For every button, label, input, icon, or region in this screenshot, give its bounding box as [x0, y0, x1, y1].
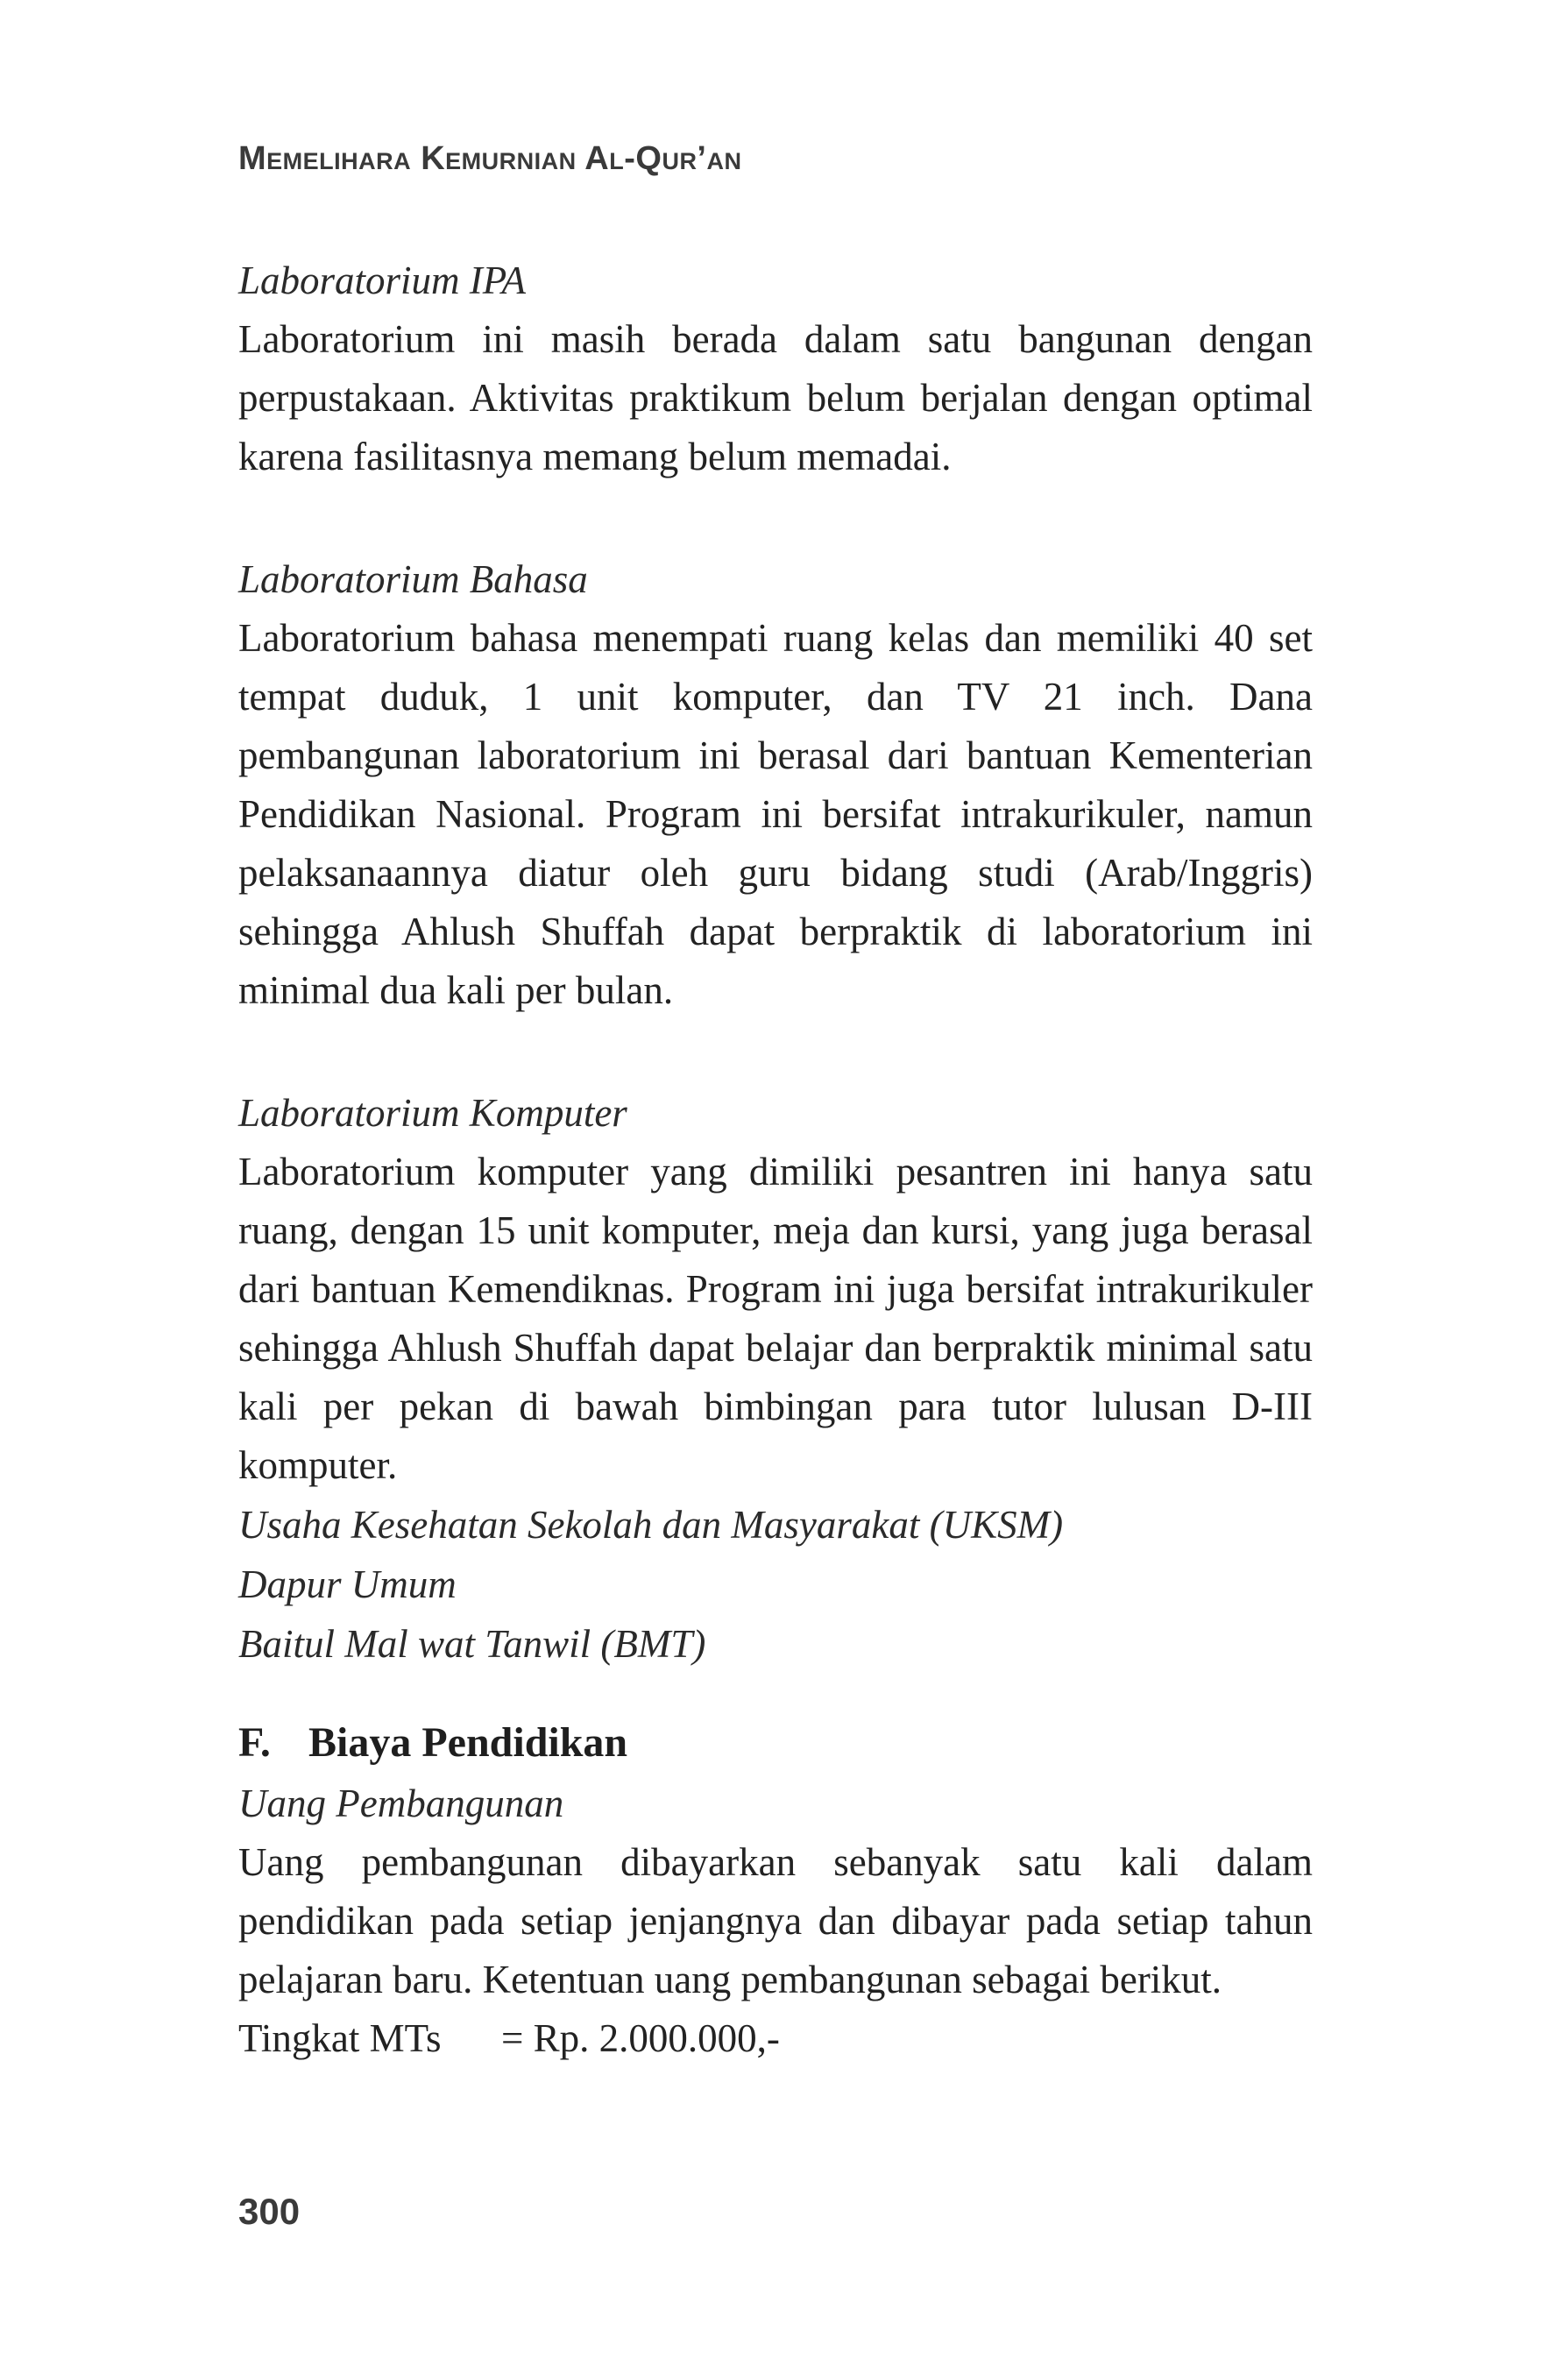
subheading-lab-bahasa: Laboratorium Bahasa — [238, 557, 588, 601]
subheading-bmt: Baitul Mal wat Tanwil (BMT) — [238, 1622, 706, 1666]
spacer — [238, 1674, 1313, 1712]
page-number: 300 — [238, 2191, 301, 2232]
subheading-lab-ipa: Laboratorium IPA — [238, 259, 526, 302]
paragraph-lab-ipa: Laboratorium ini masih berada dalam satu bangunan dengan perpustakaan. Aktivitas praktikum belum berjalan dengan optimal karena fasilitasnya memang belum memadai. — [238, 317, 1313, 478]
subheading-uang-pembangunan: Uang Pembangunan — [238, 1781, 564, 1825]
paragraph-lab-komputer: Laboratorium komputer yang dimiliki pesantren ini hanya satu ruang, dengan 15 unit komputer, meja dan kursi, yang juga berasal dari bantuan Kemendiknas. Program ini juga bersifat intrakurikuler sehingga Ahlush Shuffah dapat belajar dan berpraktik minimal satu kali per pekan di bawah bimbingan para tutor lulusan D-III komputer. — [238, 1150, 1313, 1487]
page-content — [238, 251, 1313, 2068]
section-title: Biaya Pendidikan — [308, 1719, 628, 1766]
subheading-uksm: Usaha Kesehatan Sekolah dan Masyarakat (UKSM) — [238, 1503, 1064, 1547]
paragraph-lab-bahasa: Laboratorium bahasa menempati ruang kelas dan memiliki 40 set tempat duduk, 1 unit komputer, dan TV 21 inch. Dana pembangunan laboratorium ini berasal dari bantuan Kementerian Pendidikan Nasional. Program ini bersifat intrakurikuler, namun pelaksanaannya diatur oleh guru bidang studi (Arab/Inggris) sehingga Ahlush Shuffah dapat berpraktik di laboratorium ini minimal dua kali per bulan. — [238, 616, 1313, 1012]
spacer — [238, 1020, 1313, 1083]
paragraph-uang-pembangunan: Uang pembangunan dibayarkan sebanyak satu kali dalam pendidikan pada setiap jenjangnya dan dibayar pada setiap tahun pelajaran baru. Ketentuan uang pembangunan sebagai berikut. — [238, 1840, 1313, 2001]
section-number: F. — [238, 1719, 271, 1766]
fee-row — [238, 2009, 1313, 2068]
subheading-lab-komputer: Laboratorium Komputer — [238, 1091, 627, 1135]
fee-label: Tingkat MTs — [238, 2016, 442, 2060]
spacer — [238, 486, 1313, 549]
fee-value: = Rp. 2.000.000,- — [501, 2016, 780, 2060]
subheading-dapur-umum: Dapur Umum — [238, 1562, 457, 1606]
section-heading-biaya-pendidikan — [238, 1712, 1313, 1774]
running-head: Memelihara Kemurnian Al-Qur’an — [238, 140, 742, 177]
